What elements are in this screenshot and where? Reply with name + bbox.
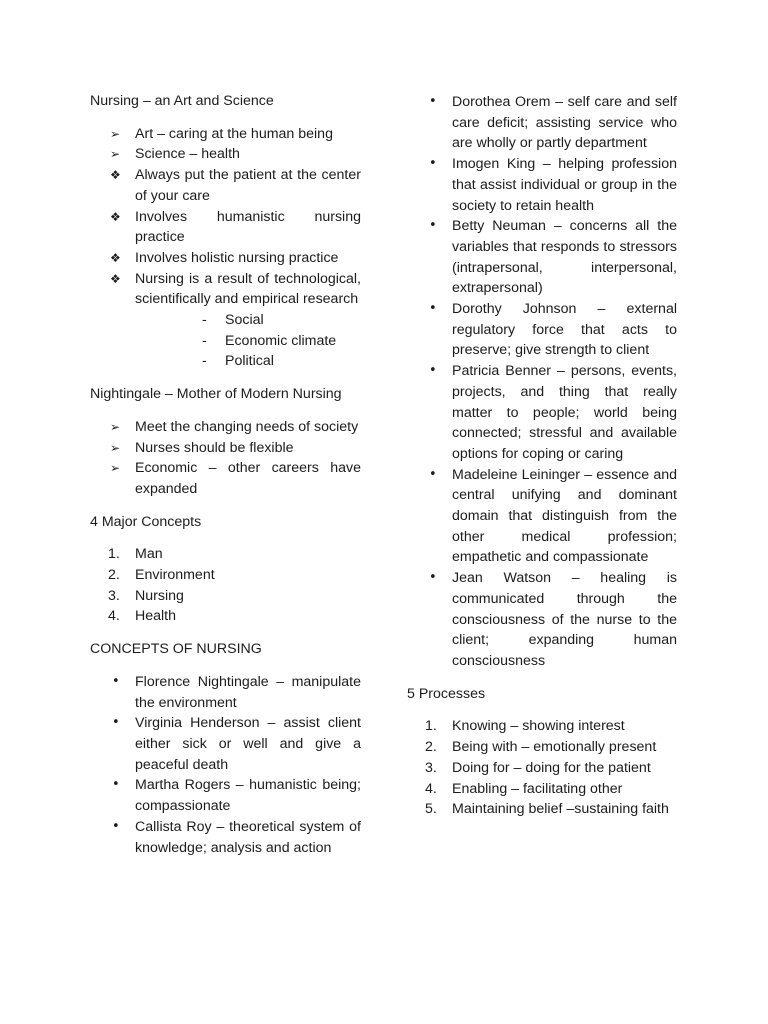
list-item: • Dorothy Johnson – external regulatory force that acts to preserve; give strength to client — [429, 301, 677, 359]
heading-art-science: Nursing – an Art and Science — [90, 93, 274, 109]
list-item: • Florence Nightingale – manipulate the environment — [112, 673, 361, 711]
arrow-bullet-icon: ➢ — [110, 126, 121, 141]
list-item: ➢ Economic – other careers have expanded — [110, 460, 361, 497]
sub-list-item: - Social — [180, 310, 361, 331]
list-number: 3. — [108, 587, 120, 604]
list-item: 4. Enabling – facilitating other — [407, 779, 677, 800]
diamond-bullet-icon: ❖ — [110, 250, 121, 265]
heading-five-processes: 5 Processes — [407, 685, 486, 702]
list-number: 4. — [425, 780, 437, 797]
dot-bullet-icon: • — [112, 818, 120, 834]
list-number: 1. — [108, 546, 120, 563]
theorists-list — [407, 92, 677, 672]
processes-list — [407, 716, 677, 820]
dash-bullet-icon: - — [202, 332, 207, 349]
list-item: • Virginia Henderson – assist client either sick or well and give a peaceful death — [112, 715, 361, 773]
list-item: • Jean Watson – healing is communicated through the consciousness of the nurse to the client; expanding human consciousness — [429, 570, 677, 669]
major-concepts-list — [90, 544, 361, 627]
dot-bullet-icon: • — [429, 94, 437, 109]
heading-nightingale: Nightingale – Mother of Modern Nursing — [90, 386, 342, 403]
list-item: ➢ Meet the changing needs of society — [90, 417, 361, 438]
heading-major-concepts: 4 Major Concepts — [90, 513, 202, 530]
nightingale-list — [90, 417, 361, 500]
list-item: ➢ Nurses should be flexible — [90, 438, 361, 459]
list-item: 2. Environment — [90, 565, 361, 586]
list-item: • Imogen King – helping profession that assist individual or group in the society to retain health — [429, 156, 677, 214]
list-item: ❖ Nursing is a result of technological, scientifically and empirical research - Social - Economic climate - Political — [90, 269, 361, 373]
list-number: 2. — [108, 567, 120, 584]
left-column — [90, 91, 361, 870]
arrow-bullet-icon: ➢ — [110, 419, 121, 434]
list-item: • Madeleine Leininger – essence and central unifying and dominant domain that distinguish from the other medical profession; empathetic and compassionate — [429, 466, 677, 566]
list-item: 3. Doing for – doing for the patient — [407, 758, 677, 779]
dot-bullet-icon: • — [429, 301, 437, 317]
list-item: ❖ Involves holistic nursing practice — [90, 248, 361, 269]
list-item: 3. Nursing — [90, 586, 361, 607]
list-item: • Callista Roy – theoretical system of knowledge; analysis and action — [112, 818, 361, 856]
diamond-bullet-icon: ❖ — [110, 271, 121, 286]
list-number: 1. — [425, 718, 437, 735]
list-number: 2. — [425, 739, 437, 756]
dot-bullet-icon: • — [429, 218, 437, 234]
list-number: 3. — [425, 759, 437, 776]
dash-bullet-icon: - — [202, 312, 207, 329]
list-item: 5. Maintaining belief –sustaining faith — [407, 799, 677, 820]
arrow-bullet-icon: ➢ — [110, 147, 121, 162]
list-item: ❖ Involves humanistic nursing practice — [110, 208, 361, 246]
dot-bullet-icon: • — [429, 363, 437, 379]
arrow-bullet-icon: ➢ — [110, 440, 121, 455]
concepts-of-nursing-list — [90, 672, 361, 858]
list-item: 1. Knowing – showing interest — [407, 716, 677, 737]
dot-bullet-icon: • — [429, 466, 437, 482]
list-item: 1. Man — [90, 544, 361, 565]
list-item: 2. Being with – emotionally present — [407, 737, 677, 758]
list-item: ➢ Science – health — [90, 144, 361, 165]
dot-bullet-icon: • — [429, 570, 437, 586]
list-item: 4. Health — [90, 606, 361, 627]
dot-bullet-icon: • — [112, 673, 120, 689]
sub-list-item: - Political — [180, 351, 361, 372]
art-science-list — [90, 124, 361, 372]
dot-bullet-icon: • — [112, 777, 120, 793]
sub-list-item: - Economic climate — [180, 331, 361, 352]
list-item: • Dorothea Orem – self care and self care deficit; assisting service who are wholly or partly department — [429, 94, 677, 152]
list-number: 4. — [108, 608, 120, 625]
dash-bullet-icon: - — [202, 353, 207, 370]
sub-list — [135, 310, 361, 372]
arrow-bullet-icon: ➢ — [110, 461, 121, 476]
diamond-bullet-icon: ❖ — [110, 209, 121, 224]
heading-concepts-of-nursing: CONCEPTS OF NURSING — [90, 641, 262, 658]
dot-bullet-icon: • — [429, 156, 437, 172]
right-column — [407, 91, 677, 832]
list-item: ❖ Always put the patient at the center of your care — [110, 167, 361, 204]
dot-bullet-icon: • — [112, 715, 120, 731]
list-item: • Betty Neuman – concerns all the variables that responds to stressors (intrapersonal, interpersonal, extrapersonal) — [429, 218, 677, 297]
list-item: ➢ Art – caring at the human being — [90, 124, 361, 145]
list-item: • Martha Rogers – humanistic being; compassionate — [112, 777, 361, 815]
diamond-bullet-icon: ❖ — [110, 168, 121, 183]
list-item: • Patricia Benner – persons, events, projects, and thing that really matter to people; world being connected; stressful and available options for coping or caring — [429, 363, 677, 462]
list-number: 5. — [425, 801, 437, 818]
